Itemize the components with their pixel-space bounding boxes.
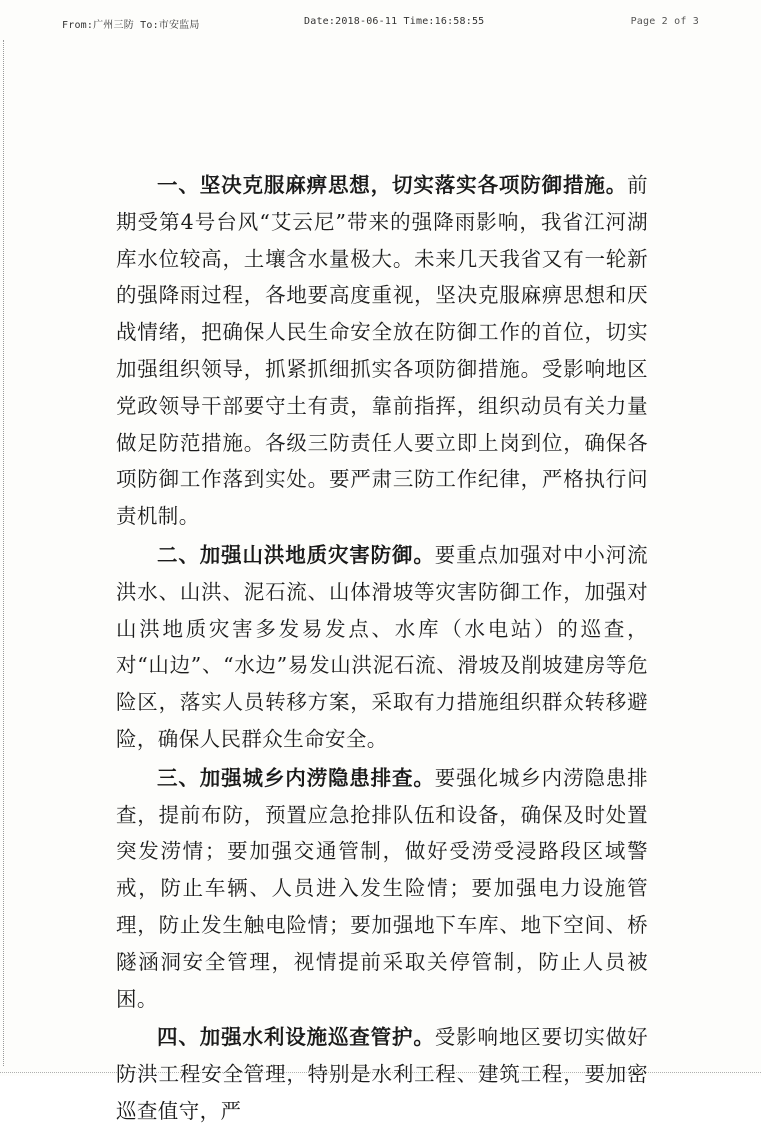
paragraph-4 xyxy=(116,1019,648,1129)
paragraph-1-heading: 一、坚决克服麻痹思想，切实落实各项防御措施。 xyxy=(157,173,628,197)
fax-from-to: From:广州三防 To:市安监局 xyxy=(62,20,200,31)
paragraph-3-text: 要强化城乡内涝隐患排查，提前布防，预置应急抢排队伍和设备，确保及时处置突发涝情；要加强交通管制，做好受涝受浸路段区域警戒，防止车辆、人员进入发生险情；要加强电力设施管理，防止发生触电险情；要加强地下车库、地下空间、桥隧涵洞安全管理，视情提前采取关停管制，防止人员被困。 xyxy=(116,765,649,1011)
paragraph-2 xyxy=(116,537,648,758)
paragraph-1-text: 前期受第4号台风“艾云尼”带来的强降雨影响，我省江河湖库水位较高，土壤含水量极大。未来几天我省又有一轮新的强降雨过程，各地要高度重视，坚决克服麻痹思想和厌战情绪，把确保人民生命安全放在防御工作的首位，切实加强组织领导，抓紧抓细抓实各项防御措施。受影响地区党政领导干部要守土有责，靠前指挥，组织动员有关力量做足防范措施。各级三防责任人要立即上岗到位，确保各项防御工作落到实处。要严肃三防工作纪律，严格执行问责机制。 xyxy=(116,173,648,529)
paragraph-4-heading: 四、加强水利设施巡查管护。 xyxy=(157,1025,435,1050)
paragraph-2-heading: 二、加强山洪地质灾害防御。 xyxy=(157,542,435,567)
paragraph-2-text: 要重点加强对中小河流洪水、山洪、泥石流、山体滑坡等灾害防御工作，加强对山洪地质灾害多发易发点、水库（水电站）的巡查，对“山边”、“水边”易发山洪泥石流、滑坡及削坡建房等危险区，落实人员转移方案，采取有力措施组织群众转移避险，确保人民群众生命安全。 xyxy=(116,542,649,751)
paragraph-4-text: 受影响地区要切实做好防洪工程安全管理，特别是水利工程、建筑工程，要加密巡查值守，严 xyxy=(116,1025,649,1123)
fax-header xyxy=(62,16,699,32)
paragraph-1 xyxy=(116,167,648,535)
fax-page-number: Page 2 of 3 xyxy=(630,16,699,27)
fax-timestamp: Date:2018-06-11 Time:16:58:55 xyxy=(304,16,485,27)
document-body xyxy=(116,167,648,1132)
scan-edge-left xyxy=(3,40,4,1066)
paragraph-3-heading: 三、加强城乡内涝隐患排查。 xyxy=(157,765,435,790)
paragraph-3 xyxy=(116,760,648,1018)
